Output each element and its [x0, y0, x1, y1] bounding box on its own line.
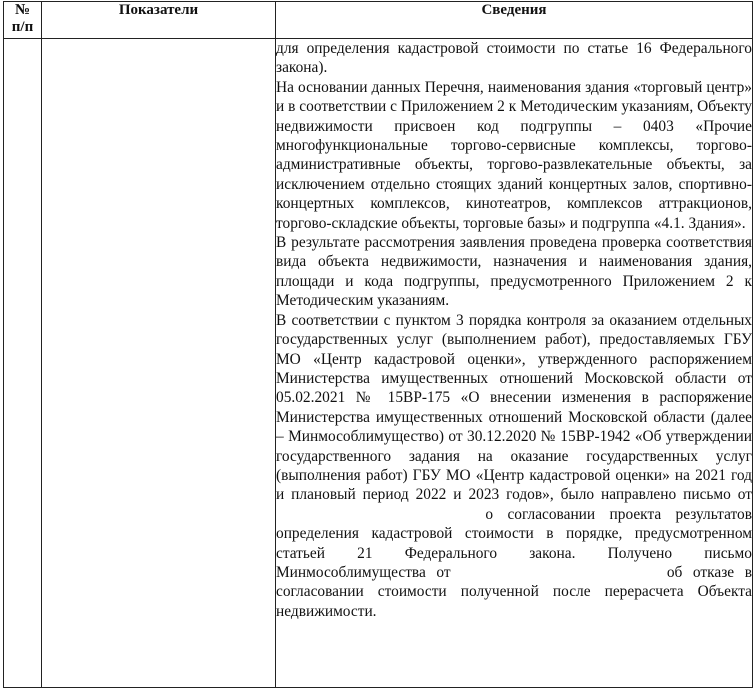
paragraph-4-part-1: В соответствии с пунктом 3 порядка контроля за оказанием отдельных государственных услуг (выполнением работ), предоставляемых ГБУ МО «Центр кадастровой оценки», утвержденного распоряжением Министерства имущественных отношений Московской области от 05.02.2021 № 15ВР-175 «О внесении изменения в распоряжение Министерства имущественных отношений Московской области (далее – Минмособлимущество) от 30.12.2020 № 15ВР-1942 «Об утверждении государственного задания на оказание государственных услуг (выполнения работ) ГБУ МО «Центр кадастровой оценки» на 2021 год и плановый период 2022 и 2023 годов», было направлено письмо от [276, 311, 752, 504]
paragraph-2: На основании данных Перечня, наименования здания «торговый центр» и в соответствии с Приложением 2 к Методическим указаниям, Объекту недвижимости присвоен код подгруппы – 0403 «Прочие многофункциональные торгово-сервисные комплексы, торгово-административные объекты, торгово-развлекательные объекты, за исключением отдельно стоящих зданий концертных залов, спортивно-концертных комплексов, кинотеатров, комплексов аттракционов, торгово-складские объекты, торговые базы» и подгруппа «4.1. Здания». [276, 78, 752, 232]
row-num-cell [4, 39, 42, 688]
info-table [3, 1, 753, 688]
header-indicators: Показатели [42, 2, 276, 39]
paragraph-4 [276, 311, 752, 622]
paragraph-4-part-4: об отказе в согласовании стоимости полученной после перерасчета Объекта недвижимости. [276, 563, 752, 620]
header-info: Сведения [276, 2, 753, 39]
header-num-line2: п/п [11, 19, 34, 35]
paragraph-4-part-3: согласовании проекта результатов определения кадастровой стоимости в порядке, предусмотренном статьей 21 Федерального закона. Получено письмо Минмособлимущества от [276, 505, 752, 581]
row-indicator-cell [42, 39, 276, 688]
paragraph-4-part-2: о [485, 505, 494, 523]
row-info-cell [276, 39, 753, 688]
redaction-block [461, 566, 656, 580]
paragraph-3: В результате рассмотрения заявления проведена проверка соответствия вида объекта недвижимости, назначения и наименования здания, площади и кода подгруппы, предусмотренного Приложением 2 к Методическим указаниям. [276, 234, 752, 310]
redaction-block [276, 508, 471, 522]
paragraph-1: для определения кадастровой стоимости по статье 16 Федерального закона). [276, 40, 752, 77]
table-row [4, 39, 753, 688]
header-num-line1: № [14, 2, 31, 18]
header-num [4, 2, 42, 39]
header-row [4, 2, 753, 39]
